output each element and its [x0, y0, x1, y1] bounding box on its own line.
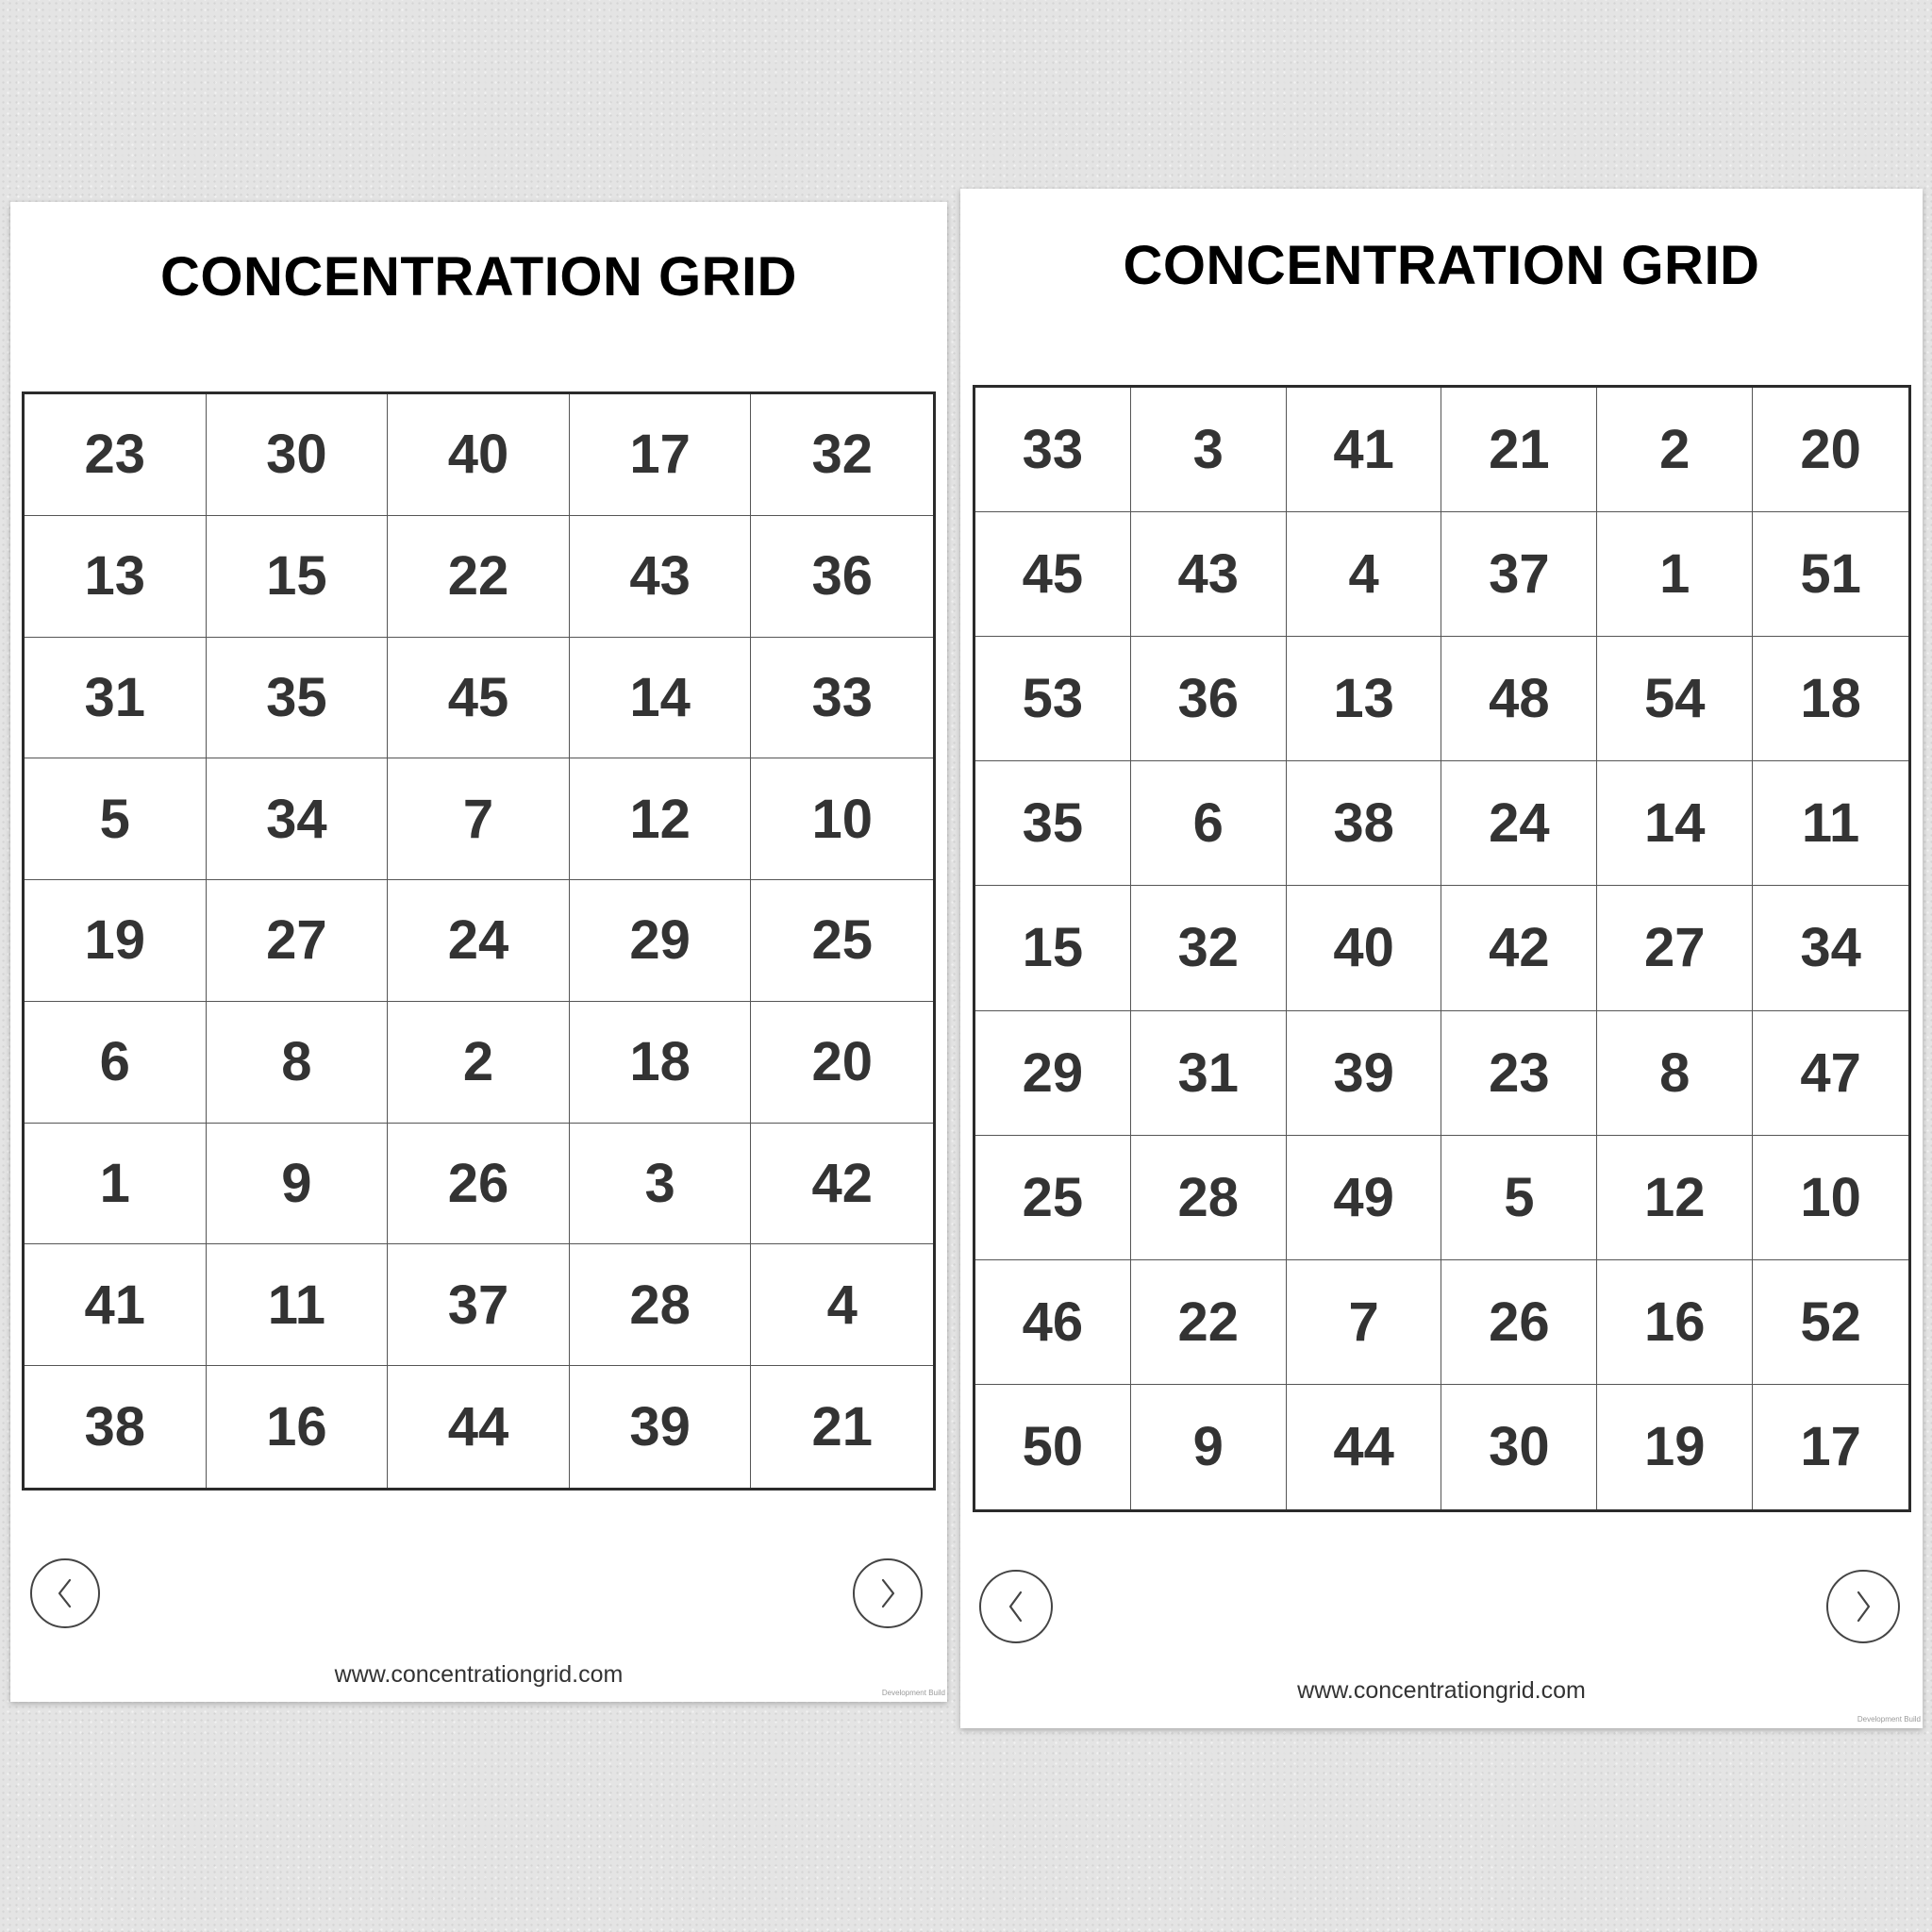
grid-cell[interactable]: 13	[25, 516, 207, 638]
grid-cell[interactable]: 6	[25, 1002, 207, 1124]
website-link[interactable]: www.concentrationgrid.com	[1297, 1677, 1586, 1704]
grid-cell[interactable]: 36	[1131, 637, 1287, 761]
grid-cell[interactable]: 41	[1287, 388, 1442, 512]
grid-cell[interactable]: 35	[207, 638, 389, 759]
grid-cell[interactable]: 43	[1131, 512, 1287, 637]
grid-cell[interactable]: 37	[1441, 512, 1597, 637]
grid-cell[interactable]: 28	[1131, 1136, 1287, 1260]
grid-cell[interactable]: 33	[751, 638, 933, 759]
grid-cell[interactable]: 9	[1131, 1385, 1287, 1509]
grid-cell[interactable]: 40	[388, 394, 570, 516]
grid-cell[interactable]: 27	[1597, 886, 1753, 1010]
grid-cell[interactable]: 31	[1131, 1011, 1287, 1136]
grid-cell[interactable]: 41	[25, 1244, 207, 1366]
grid-cell[interactable]: 21	[811, 1396, 873, 1458]
grid-cell[interactable]: 21	[1441, 388, 1597, 512]
grid-cell[interactable]: 36	[751, 516, 933, 638]
grid-cell[interactable]: 44	[388, 1366, 570, 1488]
grid-cell[interactable]: 2	[388, 1002, 570, 1124]
grid-cell[interactable]: 20	[1753, 388, 1908, 512]
grid-cell[interactable]: 16	[207, 1366, 389, 1488]
grid-cell[interactable]: 6	[1131, 761, 1287, 886]
grid-cell[interactable]: 5	[1441, 1136, 1597, 1260]
grid-cell[interactable]: 52	[1753, 1260, 1908, 1385]
grid-cell[interactable]: 7	[1287, 1260, 1442, 1385]
grid-cell[interactable]: 7	[388, 758, 570, 880]
grid-cell[interactable]: 28	[570, 1244, 752, 1366]
grid-cell[interactable]: 22	[1131, 1260, 1287, 1385]
grid-cell[interactable]: 44	[1287, 1385, 1442, 1509]
grid-cell[interactable]: 34	[1753, 886, 1908, 1010]
grid-cell[interactable]: 2	[1597, 388, 1753, 512]
grid-cell[interactable]: 31	[25, 638, 207, 759]
grid-cell[interactable]: 19	[1597, 1385, 1753, 1509]
grid-cell[interactable]: 34	[207, 758, 389, 880]
grid-cell[interactable]: 5	[25, 758, 207, 880]
grid-cell[interactable]: 11	[1753, 761, 1908, 886]
previous-button[interactable]	[30, 1558, 100, 1628]
grid-cell[interactable]: 19	[25, 880, 207, 1002]
grid-cell[interactable]: 15	[975, 886, 1131, 1010]
grid-cell[interactable]: 16	[1597, 1260, 1753, 1385]
grid-cell[interactable]: 26	[388, 1124, 570, 1245]
grid-cell[interactable]: 18	[1753, 637, 1908, 761]
previous-button[interactable]	[979, 1570, 1053, 1643]
grid-cell[interactable]: 4	[751, 1244, 933, 1366]
grid-cell[interactable]: 42	[751, 1124, 933, 1245]
grid-cell[interactable]: 17	[1800, 1416, 1861, 1478]
build-tag: Development Build	[881, 1689, 945, 1697]
grid-cell[interactable]: 8	[1597, 1011, 1753, 1136]
grid-cell[interactable]: 32	[1131, 886, 1287, 1010]
grid-cell[interactable]: 35	[975, 761, 1131, 886]
grid-cell[interactable]: 29	[975, 1011, 1131, 1136]
left-grid-card	[10, 202, 947, 1702]
grid-cell[interactable]: 12	[570, 758, 752, 880]
grid-cell[interactable]: 43	[570, 516, 752, 638]
grid-cell[interactable]: 24	[1441, 761, 1597, 886]
number-grid	[973, 385, 1911, 1512]
grid-cell[interactable]: 39	[570, 1366, 752, 1488]
grid-cell[interactable]: 27	[207, 880, 389, 1002]
number-grid	[22, 391, 936, 1491]
grid-cell[interactable]: 8	[207, 1002, 389, 1124]
grid-cell[interactable]: 42	[1441, 886, 1597, 1010]
grid-cell[interactable]: 45	[975, 512, 1131, 637]
grid-cell[interactable]: 18	[570, 1002, 752, 1124]
grid-cell[interactable]: 38	[1287, 761, 1442, 886]
grid-cell[interactable]: 38	[25, 1366, 207, 1488]
grid-cell[interactable]: 24	[388, 880, 570, 1002]
grid-cell[interactable]: 22	[388, 516, 570, 638]
grid-cell[interactable]: 39	[1287, 1011, 1442, 1136]
grid-cell[interactable]: 14	[570, 638, 752, 759]
grid-cell[interactable]: 20	[751, 1002, 933, 1124]
next-button[interactable]	[1826, 1570, 1900, 1643]
grid-cell[interactable]: 26	[1441, 1260, 1597, 1385]
grid-cell[interactable]: 4	[1287, 512, 1442, 637]
grid-cell[interactable]: 30	[207, 394, 389, 516]
chevron-right-icon	[874, 1576, 901, 1610]
grid-cell[interactable]: 37	[388, 1244, 570, 1366]
next-button[interactable]	[853, 1558, 923, 1628]
grid-cell[interactable]: 1	[1597, 512, 1753, 637]
grid-cell[interactable]: 30	[1441, 1385, 1597, 1509]
right-grid-card	[960, 189, 1923, 1728]
grid-cell[interactable]: 1	[25, 1124, 207, 1245]
grid-cell[interactable]: 10	[751, 758, 933, 880]
chevron-left-icon	[52, 1576, 78, 1610]
grid-cell[interactable]: 3	[1131, 388, 1287, 512]
grid-cell[interactable]: 46	[975, 1260, 1131, 1385]
build-tag: Development Build	[1857, 1715, 1921, 1724]
website-link[interactable]: www.concentrationgrid.com	[334, 1661, 624, 1688]
grid-cell[interactable]: 48	[1441, 637, 1597, 761]
grid-cell[interactable]: 25	[975, 1136, 1131, 1260]
grid-cell[interactable]: 40	[1287, 886, 1442, 1010]
grid-cell[interactable]: 3	[570, 1124, 752, 1245]
grid-cell[interactable]: 54	[1597, 637, 1753, 761]
chevron-right-icon	[1850, 1589, 1876, 1624]
grid-cell[interactable]: 53	[975, 637, 1131, 761]
chevron-left-icon	[1003, 1589, 1029, 1624]
grid-cell[interactable]: 45	[388, 638, 570, 759]
grid-cell[interactable]: 50	[975, 1385, 1131, 1509]
grid-cell[interactable]: 23	[1441, 1011, 1597, 1136]
grid-cell[interactable]: 12	[1597, 1136, 1753, 1260]
grid-cell[interactable]: 15	[207, 516, 389, 638]
page-title: CONCENTRATION GRID	[160, 246, 797, 308]
grid-cell[interactable]: 13	[1287, 637, 1442, 761]
grid-cell[interactable]: 10	[1753, 1136, 1908, 1260]
grid-cell[interactable]: 17	[570, 394, 752, 516]
grid-cell[interactable]: 23	[25, 394, 207, 516]
grid-cell[interactable]: 9	[207, 1124, 389, 1245]
page-title: CONCENTRATION GRID	[1123, 235, 1760, 296]
grid-cell[interactable]: 32	[751, 394, 933, 516]
grid-cell[interactable]: 14	[1597, 761, 1753, 886]
grid-cell[interactable]: 33	[975, 388, 1131, 512]
grid-cell[interactable]: 47	[1753, 1011, 1908, 1136]
grid-cell[interactable]: 51	[1753, 512, 1908, 637]
grid-cell[interactable]: 29	[570, 880, 752, 1002]
grid-cell[interactable]: 11	[207, 1244, 389, 1366]
grid-cell[interactable]: 49	[1287, 1136, 1442, 1260]
grid-cell[interactable]: 25	[751, 880, 933, 1002]
